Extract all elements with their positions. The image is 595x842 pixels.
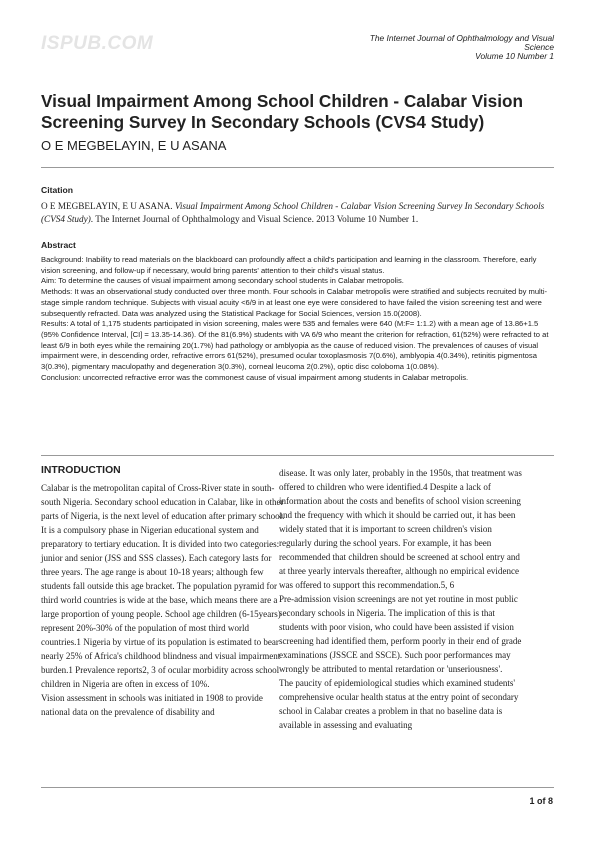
site-logo[interactable]: ISPUB.COM [41, 33, 154, 54]
abstract-results: Results: A total of 1,175 students participated in vision screening, males were 535 and females were 640 (M:F= 1:1.2) with a mean age of 13.86+1.5 (95% Confidence Interval, [CI] = 13.35-14.36). Of the 81(6.9%) students with VA 6/9 who meant the criterion for refraction, 61(52%) were refracted to at least 6/9 in both eyes while the remaining 20(1.7%) had pathology or amblyopia as the cause of reduced vision. The prevalences of causes of visual impairment were, in descending order, refractive errors 61(52%), presumed ocular toxoplasmosis 7(0.6%), amblyopia 4(0.34%), retinitis pigmentosa 3(0.3%), pigmentary maculopathy and degeneration 3(0.3%), corneal leucoma 2(0.2%), optic disc coloboma 1(0.08%). [41, 319, 549, 372]
divider [41, 455, 554, 456]
body-column-right [279, 466, 524, 732]
divider [41, 167, 554, 168]
abstract-heading: Abstract [41, 240, 76, 250]
abstract-conclusion: Conclusion: uncorrected refractive error was the commonest cause of visual impairment among students in Calabar metropolis. [41, 372, 469, 382]
abstract-background: Background: Inability to read materials on the blackboard can profoundly affect a child's participation and learning in the classroom. Therefore, early vision screening, and follow-up if necessary, would bring parents' attention to their child's visual status. [41, 255, 537, 275]
citation-text [41, 200, 557, 226]
citation-heading: Citation [41, 185, 73, 195]
journal-name-line2: Science [524, 42, 554, 52]
journal-info [334, 34, 554, 61]
abstract-methods: Methods: It was an observational study conducted over three month. Four schools in Calabar metropolis were stratified and subjects recruited by multi-stage simple random technique. Subjects with visual acuity <6/9 in at least one eye were considered to have failed the vision screening test and were subsequently refracted. Data was analyzed using the Statistical Package for Social Sciences, version 15.0(2008). [41, 287, 548, 318]
article-title-line2: Screening Survey In Secondary Schools (CVS4 Study) [41, 112, 485, 132]
abstract-body [41, 255, 557, 383]
article-authors: O E MEGBELAYIN, E U ASANA [41, 138, 227, 153]
footer-divider [41, 787, 554, 788]
citation-title: Visual Impairment Among School Children - Calabar Vision Screening Survey In Secondary Schools (CVS4 Study) [41, 201, 545, 224]
page-number: 1 of 8 [529, 796, 553, 806]
body-column-left [41, 481, 286, 719]
body-paragraph: Pre-admission vision screenings are not yet routine in most public secondary schools in Nigeria. The implication of this is that students with poor vision, who could have been assisted if vision screening had identified them, perform poorly in their end of grade examinations (JSSCE and SSCE). Such poor performances may wrongly be attributed to mental retardation or 'unseriousness'. [279, 594, 522, 674]
body-paragraph: The paucity of epidemiological studies which examined students' comprehensive ocular health status at the entry point of secondary school in Calabar creates a problem in that no baseline data is available in assessing and evaluating [279, 678, 519, 730]
article-title-line1: Visual Impairment Among School Children - Calabar Vision [41, 91, 523, 111]
journal-volume: Volume 10 Number 1 [475, 51, 554, 61]
abstract-aim: Aim: To determine the causes of visual impairment among secondary school students in Calabar metropolis. [41, 276, 404, 286]
body-paragraph: Vision assessment in schools was initiated in 1908 to provide national data on the prevalence of disability and [41, 693, 263, 717]
body-paragraph: disease. It was only later, probably in the 1950s, that treatment was offered to children who were identified.4 Despite a lack of information about the costs and benefits of school vision screening and the frequency with which it should be carried out, it has been widely stated that it is important to screen children's vision regularly during the school years. For example, it has been recommended that children should be screened at school entry and at three yearly intervals thereafter, although no empirical evidence was offered to support this recommendation.5, 6 [279, 468, 522, 590]
citation-source: . The Internet Journal of Ophthalmology and Visual Science. 2013 Volume 10 Number 1. [90, 214, 419, 224]
body-paragraph: Calabar is the metropolitan capital of Cross-River state in south-south Nigeria. Secondary school education in Calabar, like in other parts of Nigeria, is the next level of education after primary school. It is a compulsory phase in Nigerian educational system and preparatory to tertiary education. It is divided into two categories: junior and senior (JSS and SSS classes). Each category lasts for three years. The age range is about 10-18 years; although few students fall outside this age bracket. The population pyramid for third world countries is wide at the base, which means there are a large proportion of young people. School age children (6-15years) represent 20%-30% of the population of most third world countries.1 Nigeria by virtue of its population is estimated to bear nearly 25% of Africa's childhood blindness and visual impairment burden.1 Prevalence reports2, 3 of ocular morbidity across school children in Nigeria are often in excess of 10%. [41, 483, 285, 689]
citation-authors: O E MEGBELAYIN, E U ASANA. [41, 201, 173, 211]
journal-name-line1: The Internet Journal of Ophthalmology and Visual [369, 33, 554, 43]
introduction-heading: INTRODUCTION [41, 465, 121, 476]
article-title [41, 91, 561, 133]
